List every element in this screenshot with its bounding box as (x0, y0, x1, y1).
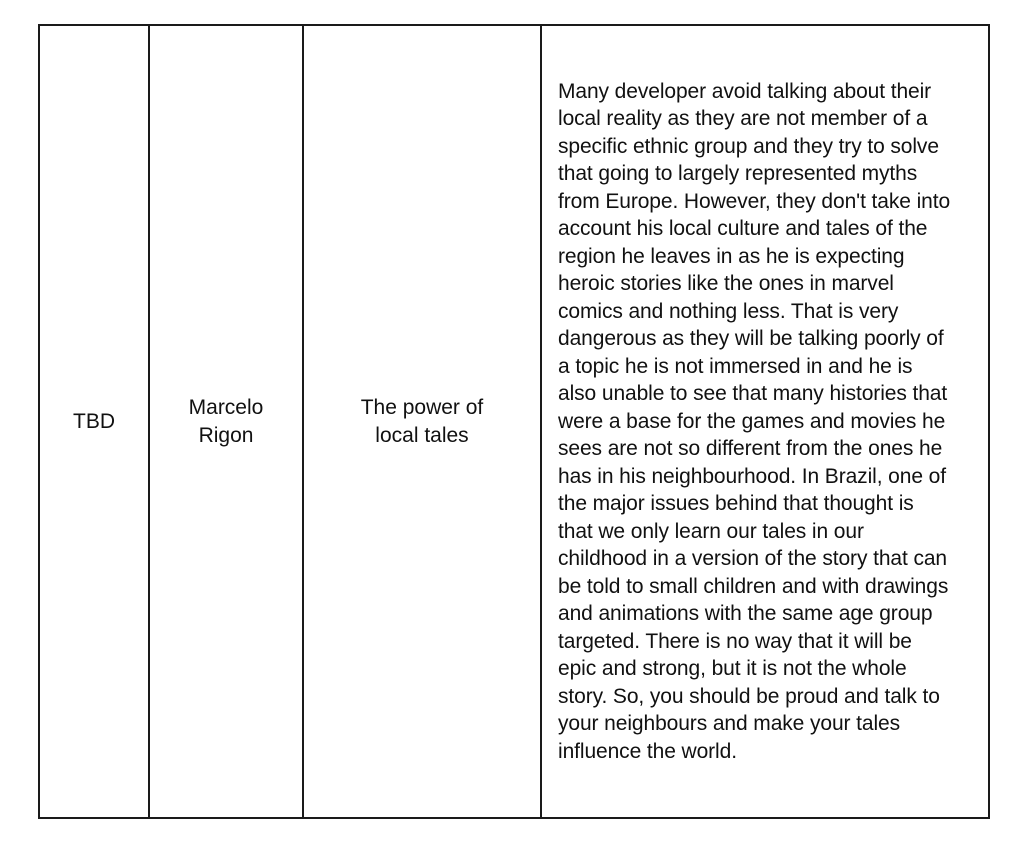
description-line: has in his neighbourhood. In Brazil, one of (558, 464, 946, 488)
date-text: TBD (73, 409, 115, 433)
table-row (39, 25, 989, 818)
description-line: local reality as they are not member of a (558, 107, 928, 131)
description-line: specific ethnic group and they try to solve (558, 134, 939, 158)
description-line: childhood in a version of the story that can (558, 547, 948, 571)
description-line: dangerous as they will be talking poorly of (558, 327, 944, 351)
speaker-cell (149, 25, 303, 818)
speaker-first-name: Marcelo (188, 396, 264, 419)
description-line: were a base for the games and movies he (558, 409, 946, 433)
title-line: The power of (360, 396, 484, 419)
title-cell (303, 25, 541, 818)
description-line: also unable to see that many histories that (558, 382, 948, 406)
description-line: that going to largely represented myths (558, 162, 918, 186)
description-line: heroic stories like the ones in marvel (558, 272, 894, 296)
description-line: be told to small children and with drawings (558, 574, 949, 598)
description-line: the major issues behind that thought is (558, 492, 914, 516)
description-line: region he leaves in as he is expecting (558, 244, 905, 268)
description-line: account his local culture and tales of the (558, 217, 928, 241)
description-line: comics and nothing less. That is very (558, 299, 899, 323)
description-line: that we only learn our tales in our (558, 519, 864, 543)
date-cell (39, 25, 149, 818)
talk-table (38, 24, 990, 819)
description-line: influence the world. (558, 739, 737, 763)
speaker-last-name: Rigon (198, 423, 254, 447)
description-line: your neighbours and make your tales (558, 712, 901, 736)
description-line: and animations with the same age group (558, 602, 933, 626)
description-text (558, 78, 974, 766)
description-line: epic and strong, but it is not the whole (558, 657, 907, 681)
description-line: from Europe. However, they don't take into (558, 189, 951, 213)
description-line: story. So, you should be proud and talk to (558, 684, 940, 708)
description-line: targeted. There is no way that it will be (558, 629, 912, 653)
description-cell (541, 25, 989, 818)
description-line: sees are not so different from the ones he (558, 437, 943, 461)
title-line: local tales (375, 423, 469, 447)
description-line: a topic he is not immersed in and he is (558, 354, 913, 378)
description-line: Many developer avoid talking about their (558, 79, 932, 103)
